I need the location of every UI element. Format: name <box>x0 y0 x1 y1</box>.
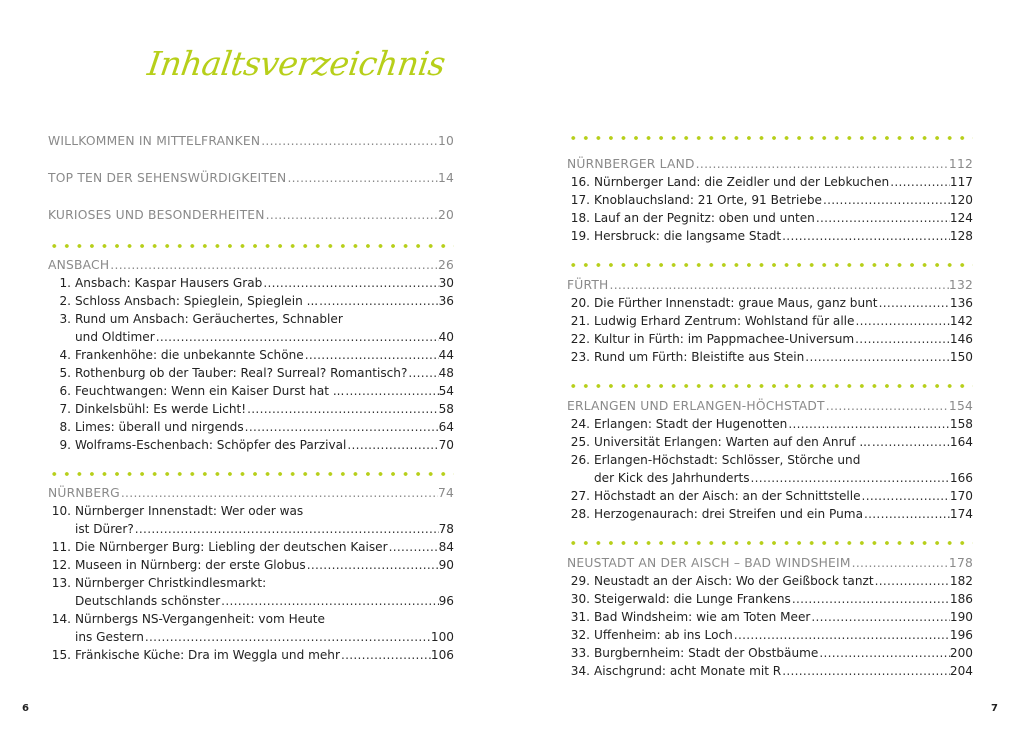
toc-section-heading[interactable]: ANSBACH ..... 26 <box>48 256 454 274</box>
toc-entry[interactable]: 17. Knoblauchsland: 21 Orte, 91 Betriebe ..... 120 <box>567 191 973 209</box>
toc-entry-continued[interactable]: der Kick des Jahrhunderts ..... 166 <box>567 469 973 487</box>
page-number-right: 7 <box>991 703 998 714</box>
toc-intro-entry[interactable]: KURIOSES UND BESONDERHEITEN ..... 20 <box>48 206 454 224</box>
toc-entry[interactable]: 7. Dinkelsbühl: Es werde Licht! ..... 58 <box>48 400 454 418</box>
toc-section-heading[interactable]: NÜRNBERGER LAND ..... 112 <box>567 155 973 173</box>
page-number-left: 6 <box>22 703 29 714</box>
toc-entry[interactable]: 31. Bad Windsheim: wie am Toten Meer ..... 190 <box>567 608 973 626</box>
toc-left-column <box>48 130 454 664</box>
dotted-divider <box>48 471 454 477</box>
toc-entry-continued[interactable]: ins Gestern ..... 100 <box>48 628 454 646</box>
toc-entry[interactable]: 8. Limes: überall und nirgends ..... 64 <box>48 418 454 436</box>
toc-entry[interactable]: 3. Rund um Ansbach: Geräuchertes, Schnabler <box>59 312 343 326</box>
toc-entry[interactable]: 23. Rund um Fürth: Bleistifte aus Stein ..... 150 <box>567 348 973 366</box>
toc-section-heading[interactable]: NÜRNBERG ..... 74 <box>48 484 454 502</box>
dotted-divider <box>48 243 454 249</box>
toc-entry[interactable]: 11. Die Nürnberger Burg: Liebling der deutschen Kaiser ..... 84 <box>48 538 454 556</box>
toc-section-heading[interactable]: NEUSTADT AN DER AISCH – BAD WINDSHEIM ..... 178 <box>567 554 973 572</box>
toc-entry[interactable]: 29. Neustadt an der Aisch: Wo der Geißbock tanzt ..... 182 <box>567 572 973 590</box>
toc-entry[interactable]: 13. Nürnberger Christkindlesmarkt: <box>51 576 267 590</box>
toc-entry[interactable]: 30. Steigerwald: die Lunge Frankens ..... 186 <box>567 590 973 608</box>
toc-entry[interactable]: 6. Feuchtwangen: Wenn ein Kaiser Durst hat ... ..... 54 <box>48 382 454 400</box>
page-title: Inhaltsverzeichnis <box>145 44 448 83</box>
toc-entry[interactable]: 14. Nürnbergs NS-Vergangenheit: vom Heute <box>51 612 325 626</box>
toc-entry-continued[interactable]: und Oldtimer ..... 40 <box>48 328 454 346</box>
toc-entry-continued[interactable]: ist Dürer? ..... 78 <box>48 520 454 538</box>
toc-section-heading[interactable]: ERLANGEN UND ERLANGEN-HÖCHSTADT ..... 154 <box>567 397 973 415</box>
toc-right-column <box>567 130 973 680</box>
toc-entry[interactable]: 10. Nürnberger Innenstadt: Wer oder was <box>51 504 304 518</box>
toc-entry-continued[interactable]: Deutschlands schönster ..... 96 <box>48 592 454 610</box>
toc-entry[interactable]: 5. Rothenburg ob der Tauber: Real? Surreal? Romantisch? ..... 48 <box>48 364 454 382</box>
toc-entry[interactable]: 12. Museen in Nürnberg: der erste Globus ..... 90 <box>48 556 454 574</box>
toc-entry[interactable]: 32. Uffenheim: ab ins Loch ..... 196 <box>567 626 973 644</box>
dotted-divider <box>567 383 973 389</box>
toc-entry[interactable]: 24. Erlangen: Stadt der Hugenotten ..... 158 <box>567 415 973 433</box>
toc-entry[interactable]: 34. Aischgrund: acht Monate mit R ..... 204 <box>567 662 973 680</box>
toc-entry[interactable]: 21. Ludwig Erhard Zentrum: Wohlstand für alle ..... 142 <box>567 312 973 330</box>
dotted-divider <box>567 540 973 546</box>
toc-entry[interactable]: 19. Hersbruck: die langsame Stadt ..... 128 <box>567 227 973 245</box>
toc-section-heading[interactable]: FÜRTH ..... 132 <box>567 276 973 294</box>
toc-entry[interactable]: 15. Fränkische Küche: Dra im Weggla und mehr ..... 106 <box>48 646 454 664</box>
toc-intro-entry[interactable]: WILLKOMMEN IN MITTELFRANKEN ..... 10 <box>48 132 454 150</box>
toc-entry[interactable]: 2. Schloss Ansbach: Spieglein, Spieglein ... ..... 36 <box>48 292 454 310</box>
dotted-divider <box>567 135 973 141</box>
dotted-divider <box>567 262 973 268</box>
toc-entry[interactable]: 16. Nürnberger Land: die Zeidler und der Lebkuchen ..... 117 <box>567 173 973 191</box>
toc-entry[interactable]: 28. Herzogenaurach: drei Streifen und ein Puma ..... 174 <box>567 505 973 523</box>
toc-intro-entry[interactable]: TOP TEN DER SEHENSWÜRDIGKEITEN ..... 14 <box>48 169 454 187</box>
toc-entry[interactable]: 27. Höchstadt an der Aisch: an der Schnittstelle ..... 170 <box>567 487 973 505</box>
toc-entry[interactable]: 33. Burgbernheim: Stadt der Obstbäume ..... 200 <box>567 644 973 662</box>
toc-entry[interactable]: 1. Ansbach: Kaspar Hausers Grab ..... 30 <box>48 274 454 292</box>
toc-entry[interactable]: 22. Kultur in Fürth: im Pappmachee-Universum ..... 146 <box>567 330 973 348</box>
toc-entry[interactable]: 25. Universität Erlangen: Warten auf den Anruf ... ..... 164 <box>567 433 973 451</box>
toc-entry[interactable]: 9. Wolframs-Eschenbach: Schöpfer des Parzival ..... 70 <box>48 436 454 454</box>
toc-entry[interactable]: 4. Frankenhöhe: die unbekannte Schöne ..... 44 <box>48 346 454 364</box>
toc-entry[interactable]: 26. Erlangen-Höchstadt: Schlösser, Störche und <box>570 453 861 467</box>
toc-entry[interactable]: 18. Lauf an der Pegnitz: oben und unten ..... 124 <box>567 209 973 227</box>
toc-entry[interactable]: 20. Die Fürther Innenstadt: graue Maus, ganz bunt ..... 136 <box>567 294 973 312</box>
